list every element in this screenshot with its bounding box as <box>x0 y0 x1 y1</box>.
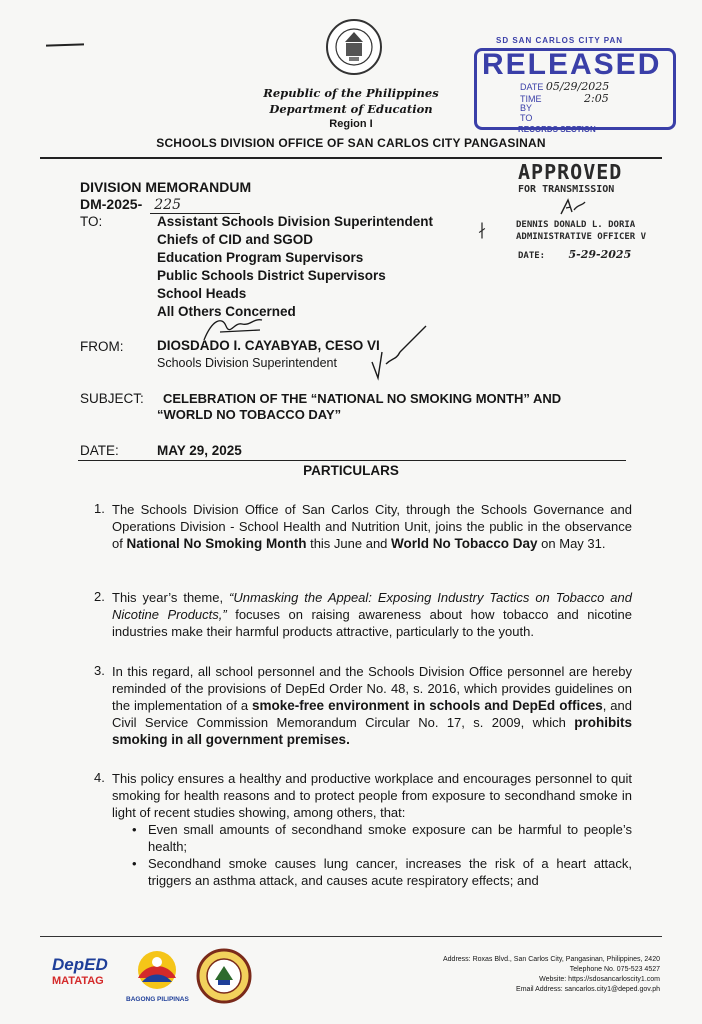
initial-signature <box>366 322 436 382</box>
approved-date-value: 5-29-2025 <box>568 248 632 261</box>
released-stamp <box>468 36 678 136</box>
approved-name: DENNIS DONALD L. DORIA <box>516 220 636 230</box>
from-label: FROM: <box>80 339 124 354</box>
released-stamp-footer: RECORDS SECTION <box>518 125 596 134</box>
particulars-heading: PARTICULARS <box>303 463 399 478</box>
paragraph-4 <box>112 770 632 889</box>
item-number: 3. <box>94 663 105 678</box>
item-number: 2. <box>94 589 105 604</box>
p3-text-a: In this regard, all school personnel and the Schools Division Office personnel are hereby reminded of the provisions of DepEd Order No. 48, s. 2016, which provides guidelines on the implementation of a <box>112 664 632 713</box>
approved-stamp <box>478 160 688 270</box>
approved-subtitle: FOR TRANSMISSION <box>518 184 615 195</box>
released-time-label: TIME <box>520 94 542 104</box>
subject-line-2: “WORLD NO TOBACCO DAY” <box>157 407 342 422</box>
recipient-item: All Others Concerned <box>157 304 296 319</box>
released-by-label: BY <box>520 103 533 113</box>
memo-type: DIVISION MEMORANDUM <box>80 179 252 195</box>
date-rule <box>78 460 626 461</box>
footer-telephone: Telephone No. 075-523 4527 <box>569 966 660 973</box>
p2-theme: “Unmasking the Appeal: Exposing Industry Tactics on Tobacco and Nicotine Products,” <box>112 590 632 622</box>
bullet-item: • Secondhand smoke causes lung cancer, increases the risk of a heart attack, triggers an asthma attack, and causes acute respiratory effects; and <box>128 855 632 889</box>
approved-mark: ∤ <box>478 222 486 239</box>
footer-website: Website: https://sdosancarloscity1.com <box>539 976 660 983</box>
to-label: TO: <box>80 214 103 229</box>
from-name: DIOSDADO I. CAYABYAB, CESO VI <box>157 338 380 353</box>
recipient-list <box>157 213 433 321</box>
footer-contact <box>360 955 660 995</box>
p3-bold-prohibits: prohibits smoking in all government premises. <box>112 715 632 747</box>
deped-logo-text: DepED <box>52 955 108 974</box>
memo-number <box>80 196 181 213</box>
released-date-label: DATE <box>520 82 544 92</box>
approved-position: ADMINISTRATIVE OFFICER V <box>516 232 647 242</box>
deped-seal-icon <box>325 18 383 76</box>
footer-rule <box>40 936 662 937</box>
recipient-item: Chiefs of CID and SGOD <box>157 232 314 247</box>
paragraph-2 <box>112 589 632 640</box>
p1-text-c: this June and <box>306 536 392 551</box>
recipient-item: Assistant Schools Division Superintendent <box>157 214 434 229</box>
memo-number-prefix: DM-2025- <box>80 196 143 212</box>
footer-address: Address: Roxas Blvd., San Carlos City, Pangasinan, Philippines, 2420 <box>443 956 660 963</box>
p3-text-c: , and Civil Service Commission Memorandum Circular No. 17, s. 2009, which <box>112 698 632 730</box>
paragraph-3 <box>112 663 632 748</box>
office-line: SCHOOLS DIVISION OFFICE OF SAN CARLOS CITY PANGASINAN <box>156 136 546 150</box>
bagong-pilipinas-text: BAGONG PILIPINAS <box>126 996 189 1003</box>
from-title: Schools Division Superintendent <box>157 356 337 370</box>
released-date-value: 05/29/2025 <box>545 80 610 93</box>
republic-line: Republic of the Philippines <box>263 86 439 100</box>
subject-label: SUBJECT: <box>80 391 144 406</box>
region-line: Region I <box>329 118 373 130</box>
header-rule <box>40 157 662 159</box>
bagong-pilipinas-logo-icon <box>130 948 184 994</box>
approved-date-label: DATE: <box>518 251 546 261</box>
division-seal-icon <box>196 948 252 1004</box>
p1-bold-world-no-tobacco-day: World No Tobacco Day <box>391 536 538 551</box>
approved-initials-signature <box>558 196 588 218</box>
pen-mark <box>46 43 84 46</box>
recipient-item: Public Schools District Supervisors <box>157 268 386 283</box>
item-number: 1. <box>94 501 105 516</box>
superintendent-signature <box>200 312 280 346</box>
footer-email: Email Address: sancarlos.city1@deped.gov.ph <box>516 986 660 993</box>
matatag-text: MATATAG <box>52 975 104 987</box>
memo-number-value: 225 <box>154 197 181 213</box>
released-to-label: TO <box>520 113 533 123</box>
paragraph-1 <box>112 501 632 552</box>
p4-bullet-list <box>128 821 632 889</box>
p1-text-e: on May 31. <box>537 536 606 551</box>
memo-date: MAY 29, 2025 <box>157 443 242 458</box>
p1-text-a: The Schools Division Office of San Carlos City, through the Schools Governance and Operations Division - School Health and Nutrition Unit, joins the public in the observance of <box>112 502 632 551</box>
p2-text-c: focuses on raising awareness about how tobacco and nicotine industries make their harmful products attractive, particularly to the youth. <box>112 607 633 639</box>
bullet-item: • Even small amounts of secondhand smoke exposure can be harmful to people’s health; <box>128 821 632 855</box>
p4-text: This policy ensures a healthy and productive workplace and encourages personnel to quit smoking for health reasons and to protect people from exposure to secondhand smoke in light of recent studies showing, among others, that: <box>112 771 632 820</box>
recipient-item: School Heads <box>157 286 247 301</box>
subject-line-1: CELEBRATION OF THE “NATIONAL NO SMOKING MONTH” AND <box>163 391 562 406</box>
released-time-value: 2:05 <box>584 92 609 105</box>
p2-text-a: This year’s theme, <box>112 590 230 605</box>
recipient-item: Education Program Supervisors <box>157 250 364 265</box>
p1-bold-no-smoking-month: National No Smoking Month <box>126 536 307 551</box>
approved-title: APPROVED <box>518 160 623 184</box>
date-label: DATE: <box>80 443 119 458</box>
p3-bold-smoke-free: smoke-free environment in schools and DepEd offices <box>252 698 603 713</box>
department-line: Department of Education <box>269 102 433 116</box>
item-number: 4. <box>94 770 105 785</box>
released-stamp-top: SD SAN CARLOS CITY PAN <box>496 36 624 45</box>
deped-matatag-logo <box>52 955 116 987</box>
released-stamp-word: RELEASED <box>482 48 662 81</box>
